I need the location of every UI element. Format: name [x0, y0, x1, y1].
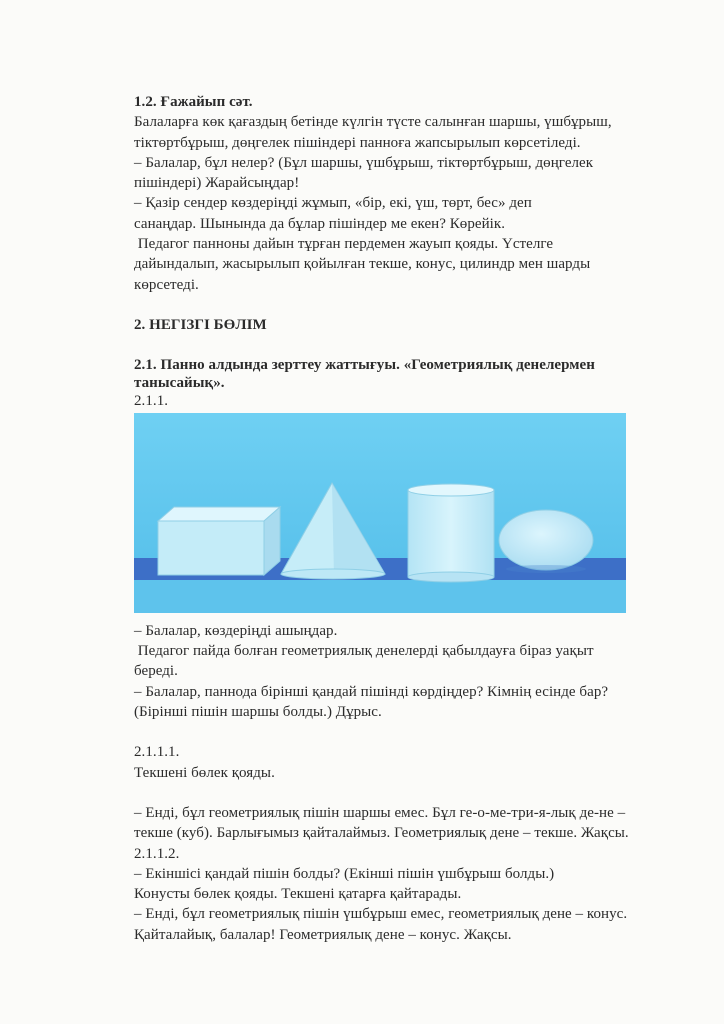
section-2-1-1-2-label: 2.1.1.2. [134, 845, 180, 862]
section-2-heading: 2. НЕГІЗГІ БӨЛІМ [134, 316, 267, 333]
text-line: – Балалар, бұл нелер? (Бұл шаршы, үшбұрыш, тіктөртбұрыш, дөңгелек [134, 154, 594, 171]
text-line: Балаларға көк қағаздың бетінде күлгін түсте салынған шаршы, үшбұрыш, [134, 114, 612, 131]
cube-shape [158, 507, 280, 575]
illustration-svg [134, 413, 626, 613]
text-line: дайындалып, жасырылып қойылған текше, конус, цилиндр мен шарды [134, 256, 591, 273]
text-line: текше (куб). Барлығымыз қайталаймыз. Геометриялық дене – текше. Жақсы. [134, 825, 629, 842]
text-line: береді. [134, 663, 178, 680]
foreground-band [134, 580, 626, 613]
geometric-solids-illustration [134, 413, 626, 613]
text-line: Педагог пайда болған геометриялық денелерді қабылдауға біраз уақыт [134, 643, 594, 660]
text-line: көрсетеді. [134, 276, 199, 293]
text-line: Текшені бөлек қояды. [134, 764, 275, 781]
text-line: пішіндері) Жарайсыңдар! [134, 175, 300, 192]
section-1-2-heading: 1.2. Ғажайып сәт. [134, 94, 253, 110]
document-body [134, 92, 694, 945]
text-line: – Балалар, паннода бірінші қандай пішінді көрдіңдер? Кімнің есінде бар? [134, 683, 609, 700]
text-line: – Қазір сендер көздеріңді жұмып, «бір, екі, үш, төрт, бес» деп [134, 195, 532, 212]
text-line: тіктөртбұрыш, дөңгелек пішіндері панноға жапсырылып көрсетіледі. [134, 134, 581, 151]
text-line: – Балалар, көздеріңді ашыңдар. [134, 622, 338, 639]
section-2-1-heading-line1: 2.1. Панно алдында зерттеу жаттығуы. «Геометриялық денелермен [134, 357, 595, 374]
section-2-1-1-label: 2.1.1. [134, 392, 169, 409]
section-2-1-1-1-label: 2.1.1.1. [134, 744, 180, 761]
text-line: Педагог панноны дайын тұрған пердемен жауып қояды. Үстелге [134, 236, 554, 253]
text-line: Қайталайық, балалар! Геометриялық дене – конус. Жақсы. [134, 926, 512, 943]
cylinder-shape [408, 484, 494, 582]
text-line: Конусты бөлек қояды. Текшені қатарға қайтарады. [134, 886, 462, 903]
text-line: санаңдар. Шынында да бұлар пішіндер ме екен? Көрейік. [134, 215, 506, 232]
text-line: – Екіншісі қандай пішін болды? (Екінші пішін үшбұрыш болды.) [134, 865, 555, 882]
section-2-1-heading-line2: танысайық». [134, 374, 225, 391]
text-line: – Енді, бұл геометриялық пішін үшбұрыш емес, геометриялық дене – конус. [134, 906, 628, 923]
text-line: (Бірінші пішін шаршы болды.) Дұрыс. [134, 704, 382, 721]
text-line: – Енді, бұл геометриялық пішін шаршы емес. Бұл ге-о-ме-три-я-лық де-не – [134, 804, 626, 821]
